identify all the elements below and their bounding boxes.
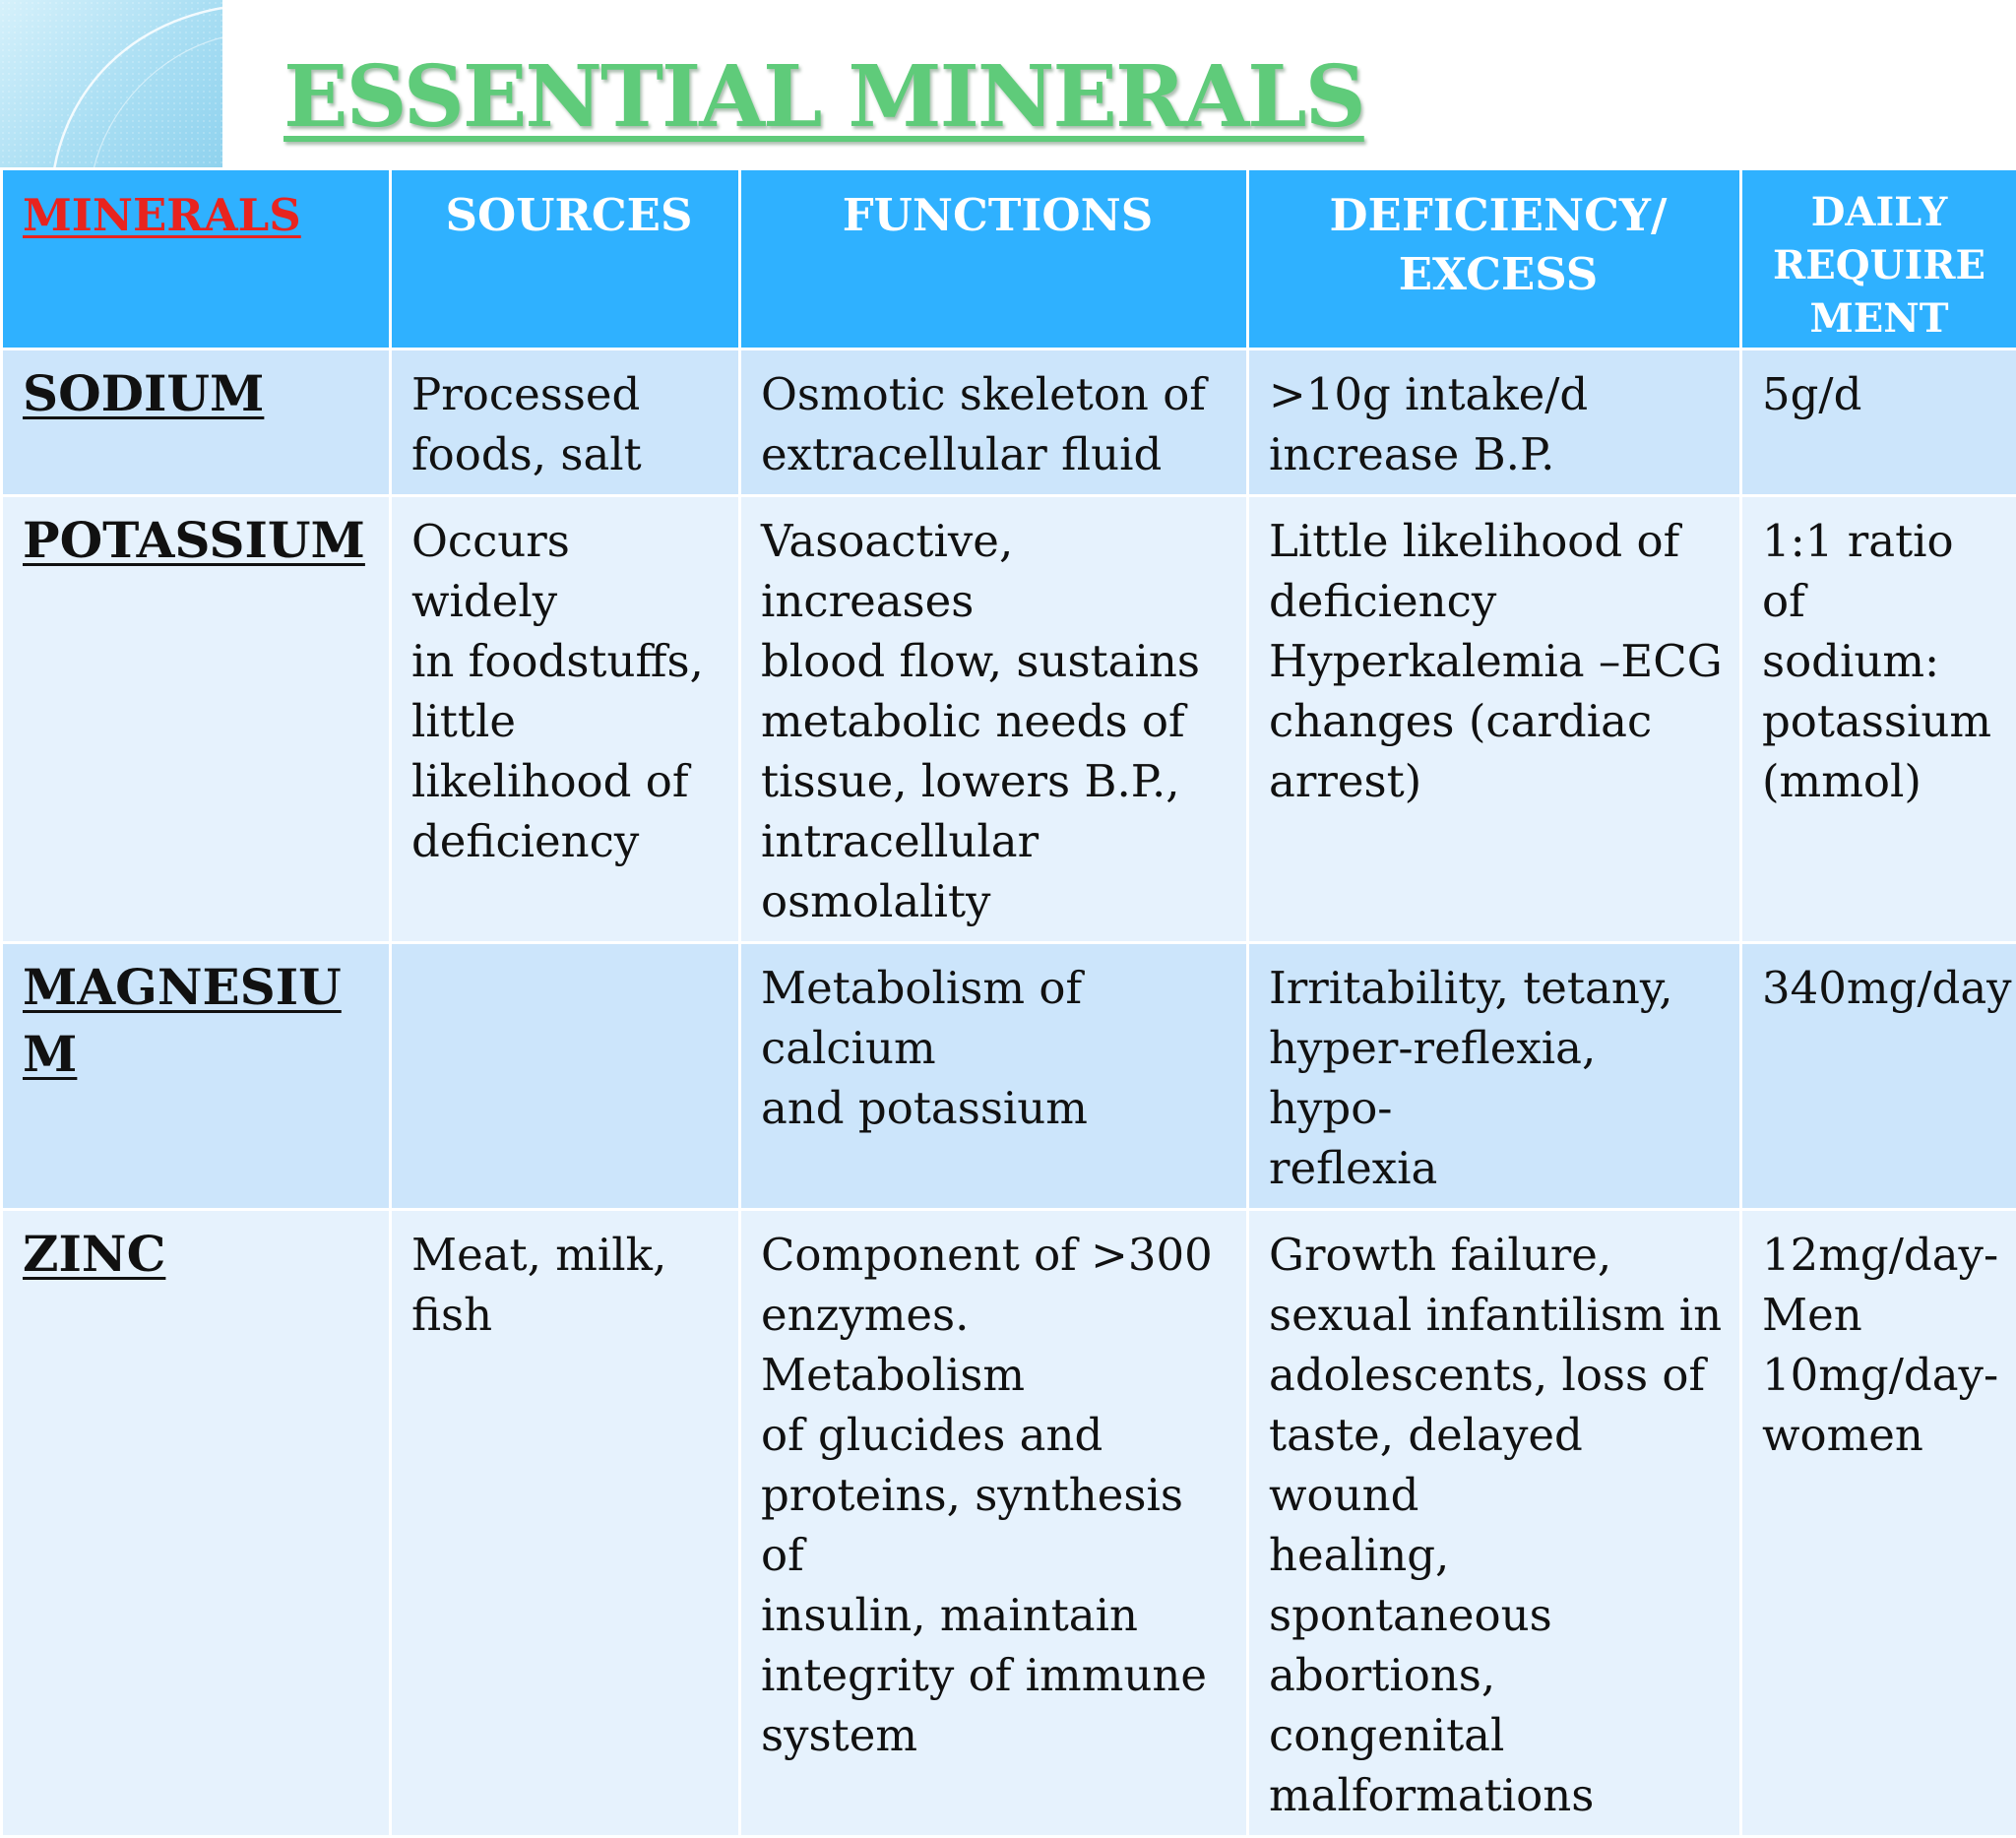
table-row-magnesium — [2, 943, 2016, 1210]
cell-deficiency: Little likelihood of deficiency Hyperkalemia –ECG changes (cardiac arrest) — [1248, 496, 1741, 943]
header-functions: FUNCTIONS — [740, 169, 1248, 349]
cell-functions: Vasoactive, increases blood flow, sustains metabolic needs of tissue, lowers B.P., intracellular osmolality — [740, 496, 1248, 943]
table-row-sodium — [2, 349, 2016, 496]
corner-arc-graphic — [0, 0, 222, 169]
cell-sources: Processed foods, salt — [391, 349, 740, 496]
cell-functions: Osmotic skeleton of extracellular fluid — [740, 349, 1248, 496]
cell-daily: 12mg/day- Men 10mg/day- women — [1741, 1210, 2016, 1837]
table-header-row — [2, 169, 2016, 349]
cell-daily: 340mg/day — [1741, 943, 2016, 1210]
cell-sources: Occurs widely in foodstuffs, little likelihood of deficiency — [391, 496, 740, 943]
table-row-zinc — [2, 1210, 2016, 1837]
header-sources: SOURCES — [391, 169, 740, 349]
cell-deficiency: >10g intake/d increase B.P. — [1248, 349, 1741, 496]
cell-deficiency: Irritability, tetany, hyper-reflexia, hypo- reflexia — [1248, 943, 1741, 1210]
header-minerals: MINERALS — [2, 169, 391, 349]
cell-functions: Metabolism of calcium and potassium — [740, 943, 1248, 1210]
table-row-potassium — [2, 496, 2016, 943]
cell-mineral: ZINC — [2, 1210, 391, 1837]
cell-mineral: SODIUM — [2, 349, 391, 496]
cell-sources: Meat, milk, fish — [391, 1210, 740, 1837]
cell-mineral: MAGNESIU M — [2, 943, 391, 1210]
cell-daily: 5g/d — [1741, 349, 2016, 496]
cell-daily: 1:1 ratio of sodium: potassium (mmol) — [1741, 496, 2016, 943]
cell-functions: Component of >300 enzymes. Metabolism of glucides and proteins, synthesis of insulin, maintain integrity of immune system — [740, 1210, 1248, 1837]
minerals-table — [0, 167, 2016, 1838]
cell-deficiency: Growth failure, sexual infantilism in adolescents, loss of taste, delayed wound healing, spontaneous abortions, congenital malformations — [1248, 1210, 1741, 1837]
header-deficiency-excess: DEFICIENCY/ EXCESS — [1248, 169, 1741, 349]
corner-decoration — [0, 0, 222, 169]
cell-sources — [391, 943, 740, 1210]
header-daily-requirement: DAILY REQUIRE MENT — [1741, 169, 2016, 349]
slide-title: ESSENTIAL MINERALS — [284, 55, 1364, 140]
cell-mineral: POTASSIUM — [2, 496, 391, 943]
